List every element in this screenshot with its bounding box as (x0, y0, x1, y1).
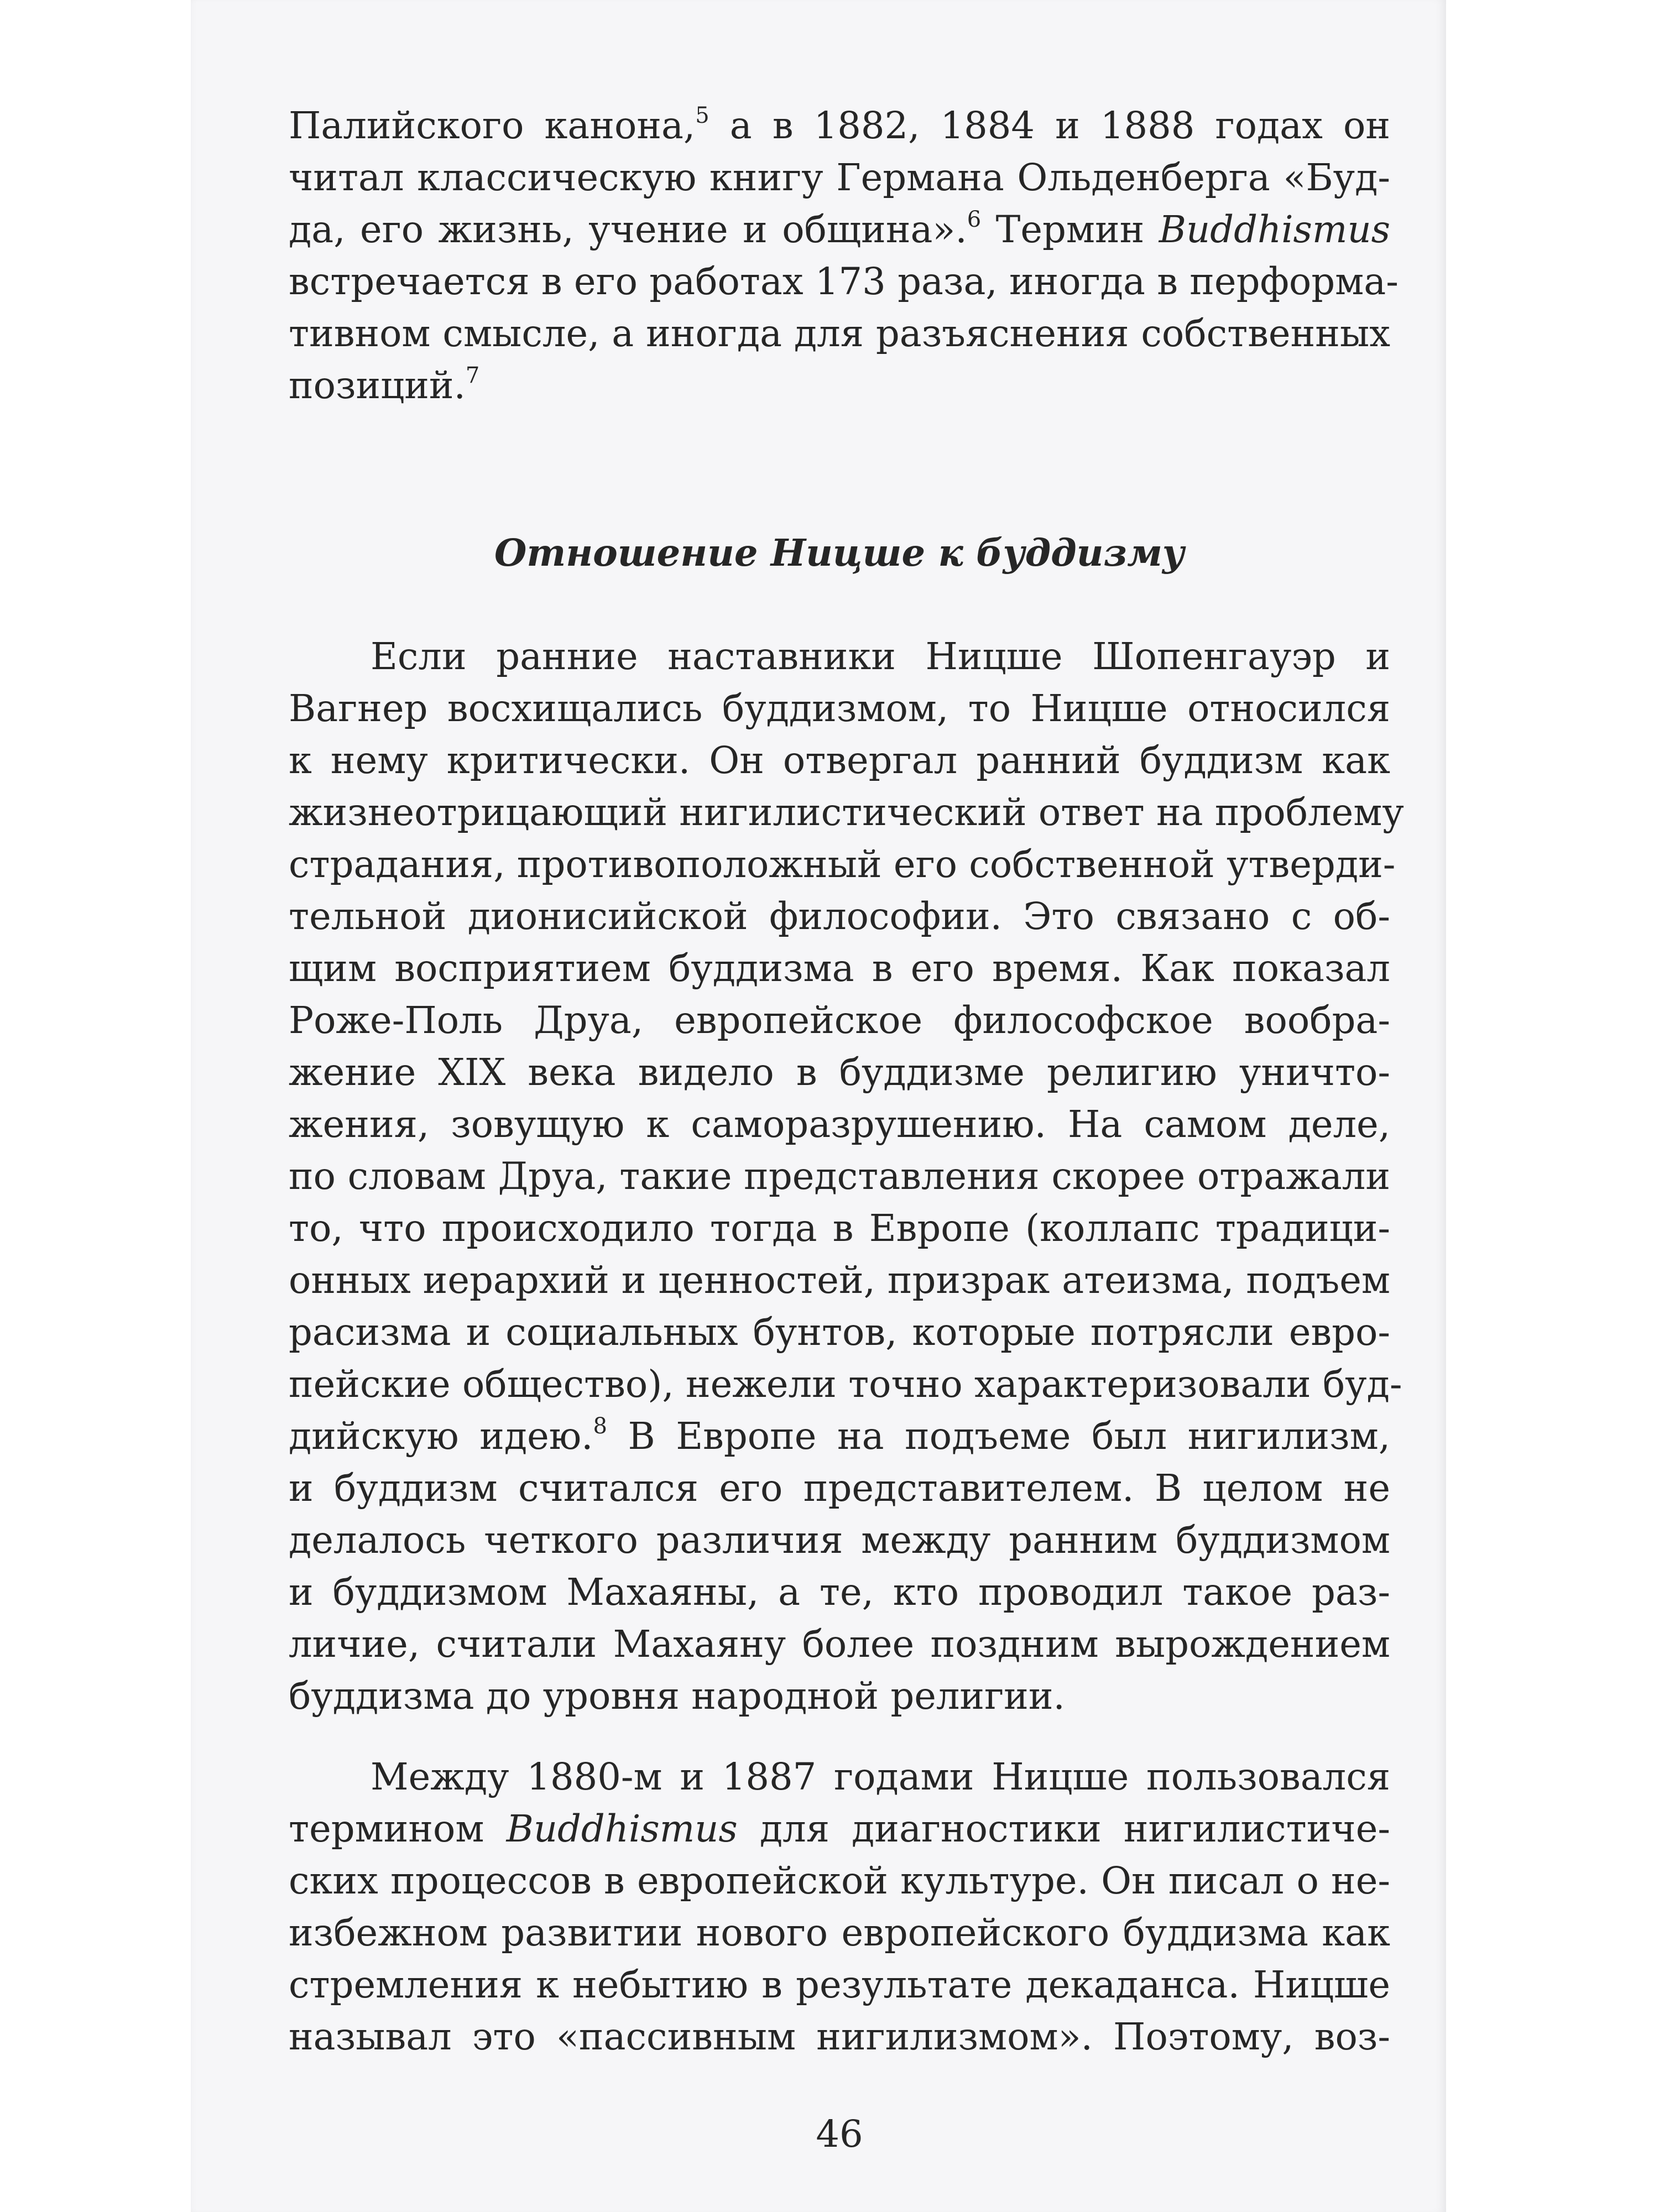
intro-paragraph (289, 100, 1399, 411)
text-line: Если ранние наставники Ницше Шопенгауэр и (371, 635, 1390, 678)
text-line: термином Buddhismus для диагностики нигилистиче- (289, 1807, 1390, 1850)
text-line: делалось четкого различия между ранним буддизмом (289, 1519, 1390, 1562)
text-line: тивном смысле, а иногда для разъяснения собственных (289, 312, 1390, 355)
text-line: онных иерархий и ценностей, призрак атеизма, подъем (289, 1259, 1390, 1302)
text-line: буддизма до уровня народной религии. (289, 1674, 1065, 1718)
text-line: жизнеотрицающий нигилистический ответ на проблему (289, 791, 1404, 834)
text-line: и буддизм считался его представителем. В целом не (289, 1467, 1390, 1510)
text-line: пейские общество), нежели точно характеризовали буд- (289, 1363, 1402, 1406)
footnote-ref[interactable]: 7 (465, 363, 480, 388)
text-line: стремления к небытию в результате декаданса. Ницше (289, 1963, 1390, 2006)
text-line: ских процессов в европейской культуре. Он писал о не- (289, 1859, 1390, 1902)
footnote-ref[interactable]: 6 (967, 207, 982, 232)
text-line: Роже-Поль Друа, европейское философское вообра- (289, 999, 1390, 1042)
text-line: читал классическую книгу Германа Ольденберга «Буд- (289, 156, 1390, 199)
text-line: к нему критически. Он отвергал ранний буддизм как (289, 739, 1390, 782)
footnote-ref[interactable]: 5 (695, 103, 709, 128)
text-line: жение XIX века видело в буддизме религию уничто- (289, 1051, 1390, 1094)
text-line: Вагнер восхищались буддизмом, то Ницше относился (289, 687, 1390, 730)
text-line: встречается в его работах 173 раза, иногда в перформа- (289, 260, 1399, 303)
paragraph-2-text (289, 1751, 1390, 2063)
text-line: Палийского канона,$^5$ а в 1882, 1884 и 1888 годах он (289, 103, 1390, 147)
text-line: и буддизмом Махаяны, а те, кто проводил такое раз- (289, 1571, 1390, 1614)
section-heading: Отношение Ницше к буддизму (494, 531, 1185, 575)
paragraph-1-text (289, 630, 1404, 1722)
text-line: да, его жизнь, учение и община».$^6$ Термин Buddhismus (289, 207, 1390, 251)
text-line: избежном развитии нового европейского буддизма как (289, 1911, 1390, 1954)
text-line: по словам Друа, такие представления скорее отражали (289, 1155, 1390, 1198)
text-line: жения, зовущую к саморазрушению. На самом деле, (289, 1103, 1390, 1146)
text-line: Между 1880-м и 1887 годами Ницше пользовался (371, 1755, 1390, 1798)
text-line: то, что происходило тогда в Европе (коллапс традици- (289, 1207, 1390, 1250)
page-number: 46 (816, 2112, 863, 2156)
text-line: личие, считали Махаяну более поздним вырождением (289, 1623, 1390, 1666)
paragraph-1 (289, 630, 1404, 1722)
intro-text (289, 100, 1399, 411)
text-line: называл это «пассивным нигилизмом». Поэтому, воз- (289, 2015, 1390, 2058)
text-line: дийскую идею.$^8$ В Европе на подъеме был нигилизм, (289, 1413, 1391, 1458)
text-line: тельной дионисийской философии. Это связано с об- (289, 895, 1390, 938)
text-line: щим восприятием буддизма в его время. Как показал (289, 947, 1390, 990)
footnote-ref[interactable]: 8 (593, 1413, 607, 1439)
paragraph-2 (289, 1751, 1390, 2063)
text-line: страдания, противоположный его собственной утверди- (289, 843, 1396, 886)
text-line: расизма и социальных бунтов, которые потрясли евро- (289, 1311, 1390, 1354)
text-line: позиций.$^7$ (289, 363, 480, 407)
